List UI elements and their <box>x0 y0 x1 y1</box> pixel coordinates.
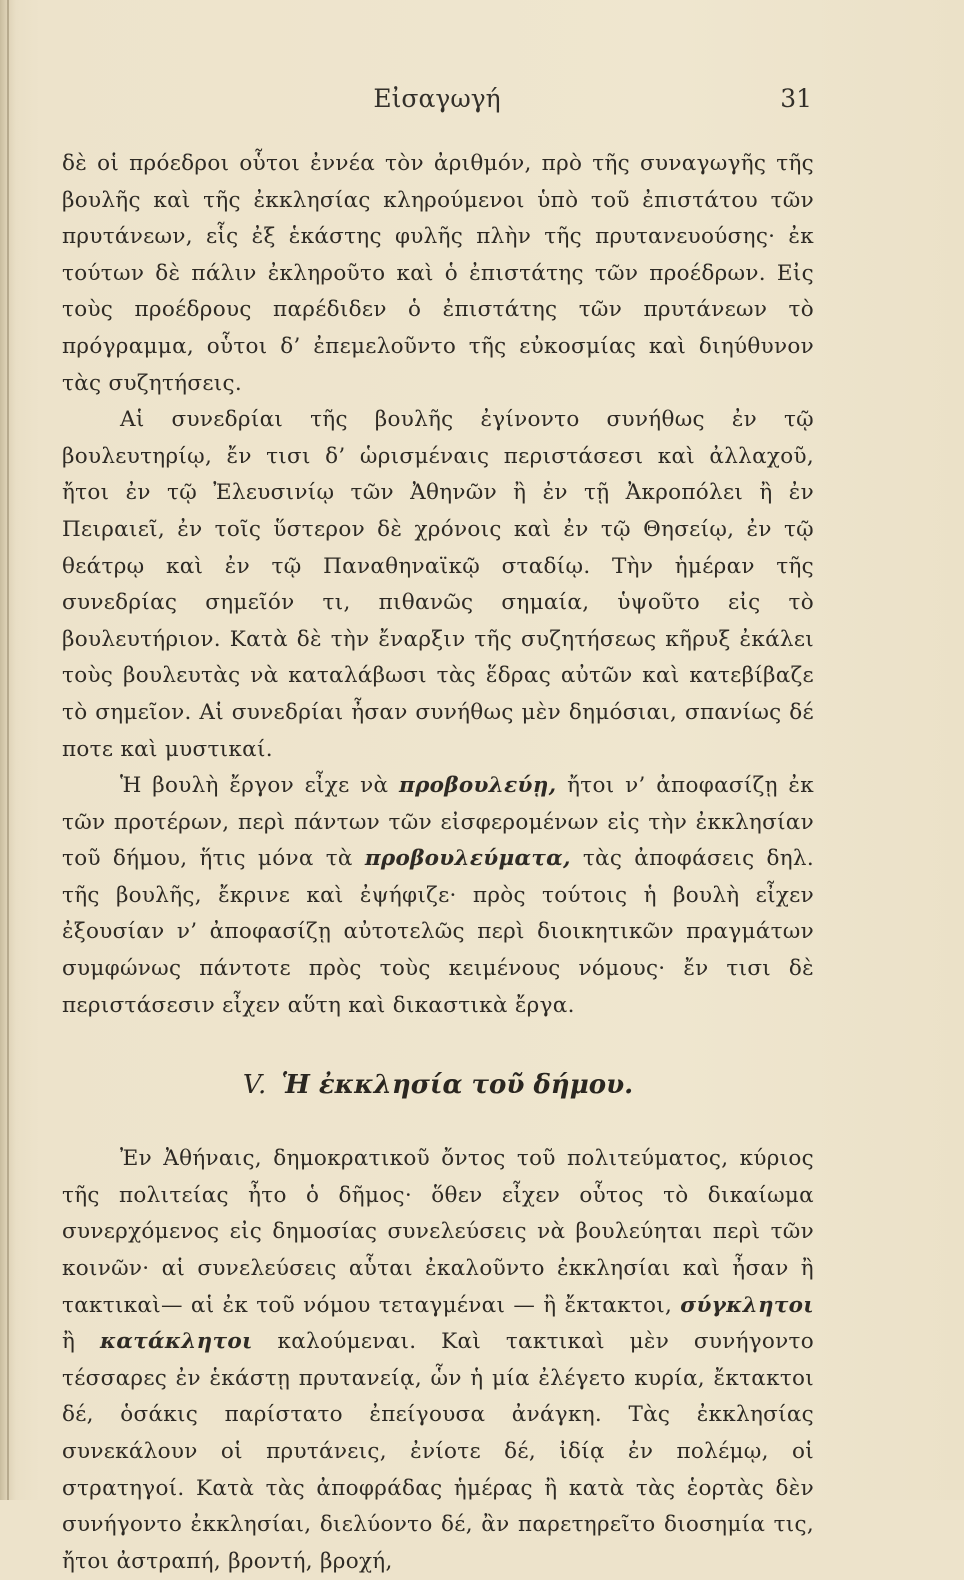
running-title: Εἰσαγωγή <box>373 84 501 113</box>
paragraph-sessions: Αἱ συνεδρίαι τῆς βουλῆς ἐγίνοντο συνήθως ἐν τῷ βουλευτηρίῳ, ἔν τισι δ’ ὡρισμέναις περιστάσεσι καὶ ἀλλαχοῦ, ἤτοι ἐν τῷ Ἐλευσινίῳ τῶν Ἀθηνῶν ἢ ἐν τῇ Ἀκροπόλει ἢ ἐν Πειραιεῖ, ἐν τοῖς ὕστερον δὲ χρόνοις καὶ ἐν τῷ Θησείῳ, ἐν τῷ θεάτρῳ καὶ ἐν τῷ Παναθηναϊκῷ σταδίῳ. Τὴν ἡμέραν τῆς συνεδρίας σημεῖόν τι, πιθανῶς σημαία, ὑψοῦτο εἰς τὸ βουλευτήριον. Κατὰ δὲ τὴν ἔναρξιν τῆς συζητήσεως κῆρυξ ἐκάλει τοὺς βουλευτὰς νὰ καταλάβωσι τὰς ἕδρας αὐτῶν καὶ κατεβίβαζε τὸ σημεῖον. Αἱ συνεδρίαι ἦσαν συνήθως μὲν δημόσιαι, σπανίως δέ ποτε καὶ μυστικαί. <box>62 407 814 762</box>
emphasis-term: προβουλεύῃ, <box>399 773 557 799</box>
emphasis-term: προβουλεύματα, <box>364 846 571 872</box>
text-run: τὰς ἀποφάσεις δηλ. τῆς βουλῆς, ἔκρινε καὶ ἐψήφιζε· πρὸς τούτοις ἡ βουλὴ εἶχεν ἐξουσίαν ν’ ἀποφασίζῃ αὐτοτελῶς περὶ διοικητικῶν πραγμάτων συμφώνως πάντοτε πρὸς τοὺς κειμένους νόμους· ἔν τισι δὲ περιστάσεσιν εἶχεν αὕτη καὶ δικαστικὰ ἔργα. <box>62 846 814 1018</box>
page-number: 31 <box>780 84 812 113</box>
paragraph-assembly <box>62 1141 814 1580</box>
body-text <box>62 146 814 1580</box>
section-numeral: V. <box>242 1070 268 1101</box>
section-heading <box>62 1067 814 1103</box>
section-title: Ἡ ἐκκλησία τοῦ δήμου. <box>281 1070 634 1101</box>
text-run: καλούμεναι. Καὶ τακτικαὶ μὲν συνήγοντο τέσσαρες ἐν ἑκάστῃ πρυτανείᾳ, ὧν ἡ μία ἐλέγετο κυρία, ἔκτακτοι δέ, ὁσάκις παρίστατο ἐπείγουσα ἀνάγκη. Τὰς ἐκκλησίας συνεκάλουν οἱ πρυτάνεις, ἐνίοτε δέ, ἰδίᾳ ἐν πολέμῳ, οἱ στρατηγοί. Κατὰ τὰς ἀποφράδας ἡμέρας ἢ κατὰ τὰς ἑορτὰς δὲν συνήγοντο ἐκκλησίαι, διελύοντο δέ, ἂν παρετηρεῖτο διοσημία τις, ἤτοι ἀστραπή, βροντή, βροχή, <box>62 1329 814 1574</box>
emphasis-term: σύγκλητοι <box>680 1292 814 1318</box>
text-run: Ἐν Ἀθήναις, δημοκρατικοῦ ὄντος τοῦ πολιτεύματος, κύριος τῆς πολιτείας ἦτο ὁ δῆμος· ὅθεν εἶχεν οὗτος τὸ δικαίωμα συνερχόμενος εἰς δημοσίας συνελεύσεις νὰ βουλεύηται περὶ τῶν κοινῶν· αἱ συνελεύσεις αὗται ἐκαλοῦντο ἐκκλησίαι καὶ ἦσαν ἢ τακτικαὶ— αἱ ἐκ τοῦ νόμου τεταγμέναι — ἢ ἔκτακτοι, <box>62 1146 814 1318</box>
paragraph-council-duties <box>62 768 814 1024</box>
text-run: ἤτοι ν’ ἀποφασίζῃ ἐκ τῶν προτέρων, περὶ πάντων τῶν εἰσφερομένων εἰς τὴν ἐκκλησίαν τοῦ δήμου, ἥτις μόνα τὰ <box>62 773 814 872</box>
text-run: ἢ <box>62 1329 76 1355</box>
running-head <box>62 84 812 120</box>
page-binding-edge <box>7 0 9 1500</box>
paragraph-continued: δὲ οἱ πρόεδροι οὗτοι ἐννέα τὸν ἀριθμόν, πρὸ τῆς συναγωγῆς τῆς βουλῆς καὶ τῆς ἐκκλησίας κληρούμενοι ὑπὸ τοῦ ἐπιστάτου τῶν πρυτάνεων, εἷς ἐξ ἑκάστης φυλῆς πλὴν τῆς πρυτανευούσης· ἐκ τούτων δὲ πάλιν ἐκληροῦτο καὶ ὁ ἐπιστάτης τῶν προέδρων. Εἰς τοὺς προέδρους παρέδιδεν ὁ ἐπιστάτης τῶν πρυτάνεων τὸ πρόγραμμα, οὗτοι δ’ ἐπεμελοῦντο τῆς εὐκοσμίας καὶ διηύθυνον τὰς συζητήσεις. <box>62 151 814 396</box>
text-run: Ἡ βουλὴ ἔργον εἶχε νὰ <box>120 773 389 799</box>
emphasis-term: κατάκλητοι <box>99 1329 253 1355</box>
